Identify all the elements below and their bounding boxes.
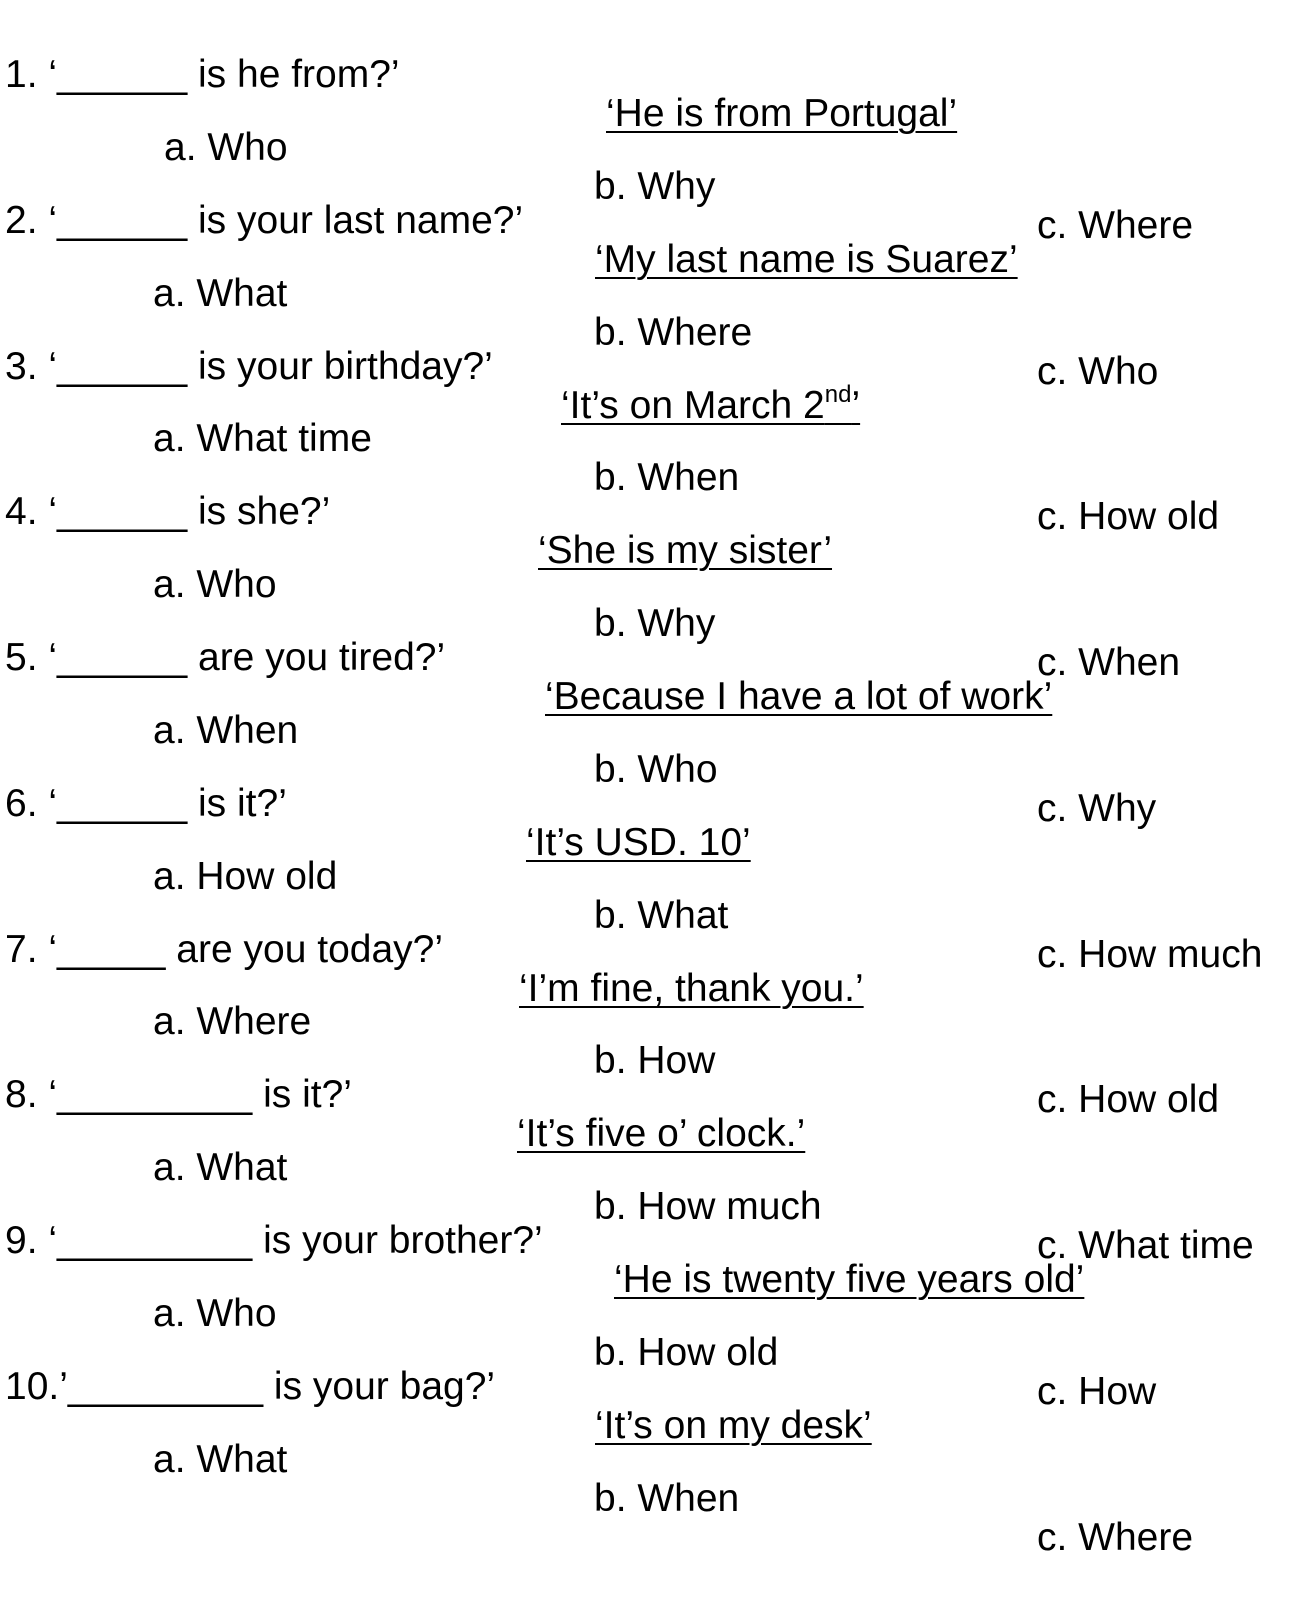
question-prompt: 4. ‘______ is she?’	[5, 490, 331, 533]
question-answer: ‘Because I have a lot of work’	[545, 675, 1053, 718]
question-prompt: 7. ‘_____ are you today?’	[5, 928, 443, 971]
option-a: a. What	[153, 272, 288, 315]
question-answer: ‘He is twenty five years old’	[614, 1258, 1085, 1301]
option-b: b. Where	[594, 311, 753, 354]
question-answer: ‘It’s five o’ clock.’	[517, 1112, 806, 1155]
option-b: b. Why	[594, 602, 716, 645]
option-b: b. Who	[594, 748, 718, 791]
question-prompt: 8. ‘_________ is it?’	[5, 1073, 352, 1116]
option-a: a. Where	[153, 1000, 312, 1043]
question-prompt: 6. ‘______ is it?’	[5, 782, 287, 825]
option-c: c. Where	[1037, 1516, 1194, 1559]
option-c: c. Where	[1037, 204, 1194, 247]
option-b: b. How	[594, 1039, 716, 1082]
option-c: c. What time	[1037, 1224, 1254, 1267]
question-answer: ‘She is my sister’	[538, 529, 833, 572]
option-b: b. How much	[594, 1185, 822, 1228]
option-a: a. What	[153, 1438, 288, 1481]
option-c: c. How old	[1037, 495, 1220, 538]
option-c: c. How	[1037, 1370, 1157, 1413]
option-b: b. When	[594, 1477, 740, 1520]
question-answer: ‘My last name is Suarez’	[595, 238, 1018, 281]
option-a: a. What time	[153, 417, 372, 460]
option-b: b. Why	[594, 165, 716, 208]
question-prompt: 1. ‘______ is he from?’	[5, 53, 400, 96]
question-prompt: 5. ‘______ are you tired?’	[5, 636, 446, 679]
answer-text: ‘It’s on March 2	[561, 384, 825, 427]
option-b: b. When	[594, 456, 740, 499]
option-b: b. What	[594, 894, 729, 937]
option-c: c. When	[1037, 641, 1181, 684]
question-answer: ‘It’s USD. 10’	[526, 821, 751, 864]
ordinal-suffix: nd	[824, 381, 852, 408]
option-a: a. What	[153, 1146, 288, 1189]
question-answer	[561, 381, 861, 427]
question-prompt: 9. ‘_________ is your brother?’	[5, 1219, 543, 1262]
answer-close-quote: ’	[851, 384, 861, 427]
question-prompt: 2. ‘______ is your last name?’	[5, 199, 524, 242]
option-c: c. Why	[1037, 787, 1157, 830]
option-c: c. How much	[1037, 933, 1263, 976]
option-a: a. Who	[164, 126, 288, 169]
option-a: a. Who	[153, 1292, 277, 1335]
question-answer: ‘It’s on my desk’	[595, 1404, 872, 1447]
option-a: a. When	[153, 709, 299, 752]
question-answer: ‘He is from Portugal’	[606, 92, 958, 135]
question-prompt: 3. ‘______ is your birthday?’	[5, 345, 493, 388]
option-b: b. How old	[594, 1331, 779, 1374]
option-a: a. Who	[153, 563, 277, 606]
option-a: a. How old	[153, 855, 338, 898]
option-c: c. Who	[1037, 350, 1159, 393]
question-prompt: 10.’_________ is your bag?’	[5, 1365, 496, 1408]
option-c: c. How old	[1037, 1078, 1220, 1121]
question-answer: ‘I’m fine, thank you.’	[519, 967, 864, 1010]
